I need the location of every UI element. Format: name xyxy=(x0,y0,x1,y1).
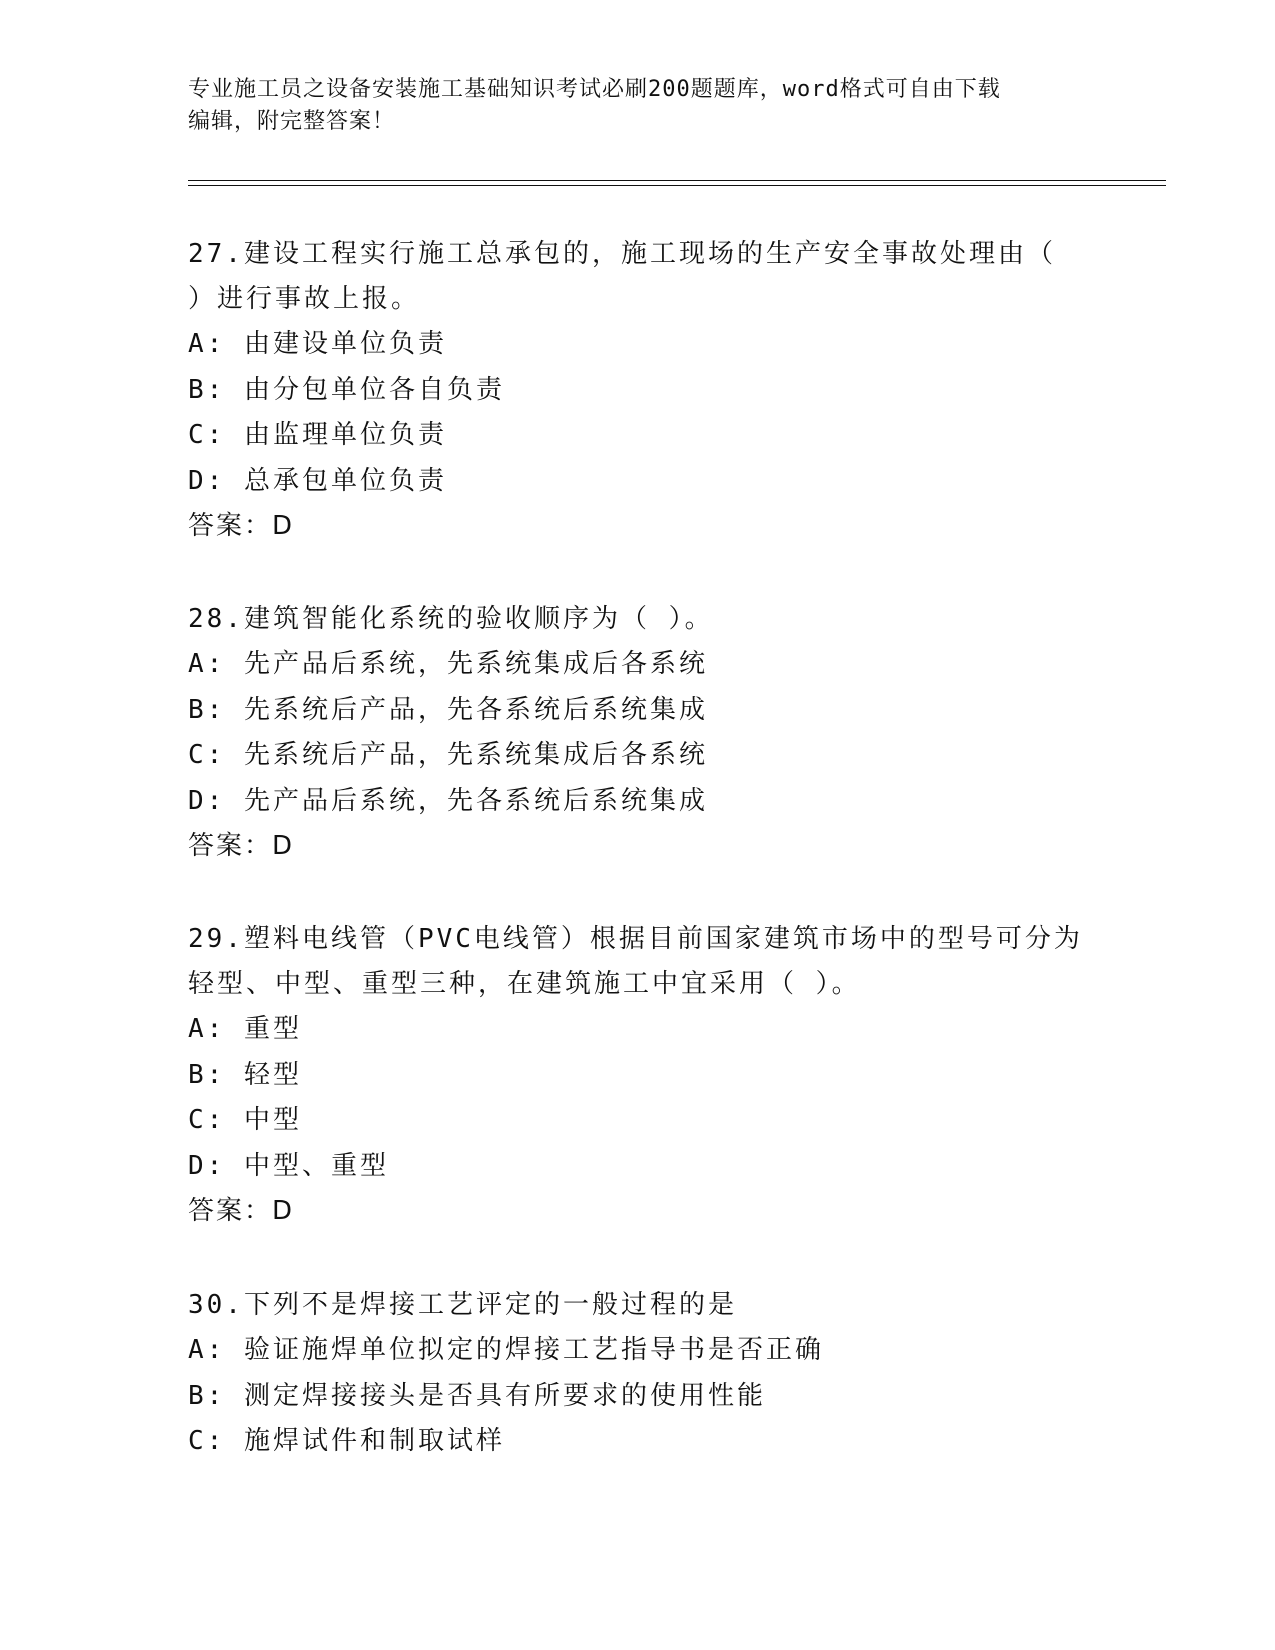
answer: 答案：D xyxy=(188,831,295,861)
question-stem: 30.下列不是焊接工艺评定的一般过程的是 xyxy=(188,1290,737,1320)
option-a: A: 先产品后系统，先系统集成后各系统 xyxy=(188,649,708,679)
option-b: B: 由分包单位各自负责 xyxy=(188,374,505,405)
question-28 xyxy=(188,597,1088,869)
option-c: C: 中型 xyxy=(188,1105,302,1135)
question-stem: 27.建设工程实行施工总承包的，施工现场的生产安全事故处理由（ xyxy=(188,239,1056,269)
question-stem: 28.建筑智能化系统的验收顺序为（ ）。 xyxy=(188,604,714,634)
header-line-1: 专业施工员之设备安装施工基础知识考试必刷200题题库，word格式可自由下载 xyxy=(188,77,1001,102)
option-a: A: 重型 xyxy=(188,1014,302,1044)
answer: 答案：D xyxy=(188,1196,295,1226)
option-c: C: 施焊试件和制取试样 xyxy=(188,1426,505,1456)
question-30 xyxy=(188,1283,1088,1465)
question-29 xyxy=(188,917,1088,1234)
document-header xyxy=(188,74,1088,138)
option-a: A: 验证施焊单位拟定的焊接工艺指导书是否正确 xyxy=(188,1335,824,1365)
question-27 xyxy=(188,232,1088,549)
option-b: B: 轻型 xyxy=(188,1059,302,1090)
option-b: B: 先系统后产品，先各系统后系统集成 xyxy=(188,694,708,725)
option-d: D: 先产品后系统，先各系统后系统集成 xyxy=(188,785,708,816)
question-stem-continued: ）进行事故上报。 xyxy=(188,284,421,314)
option-d: D: 总承包单位负责 xyxy=(188,465,447,496)
header-divider-top xyxy=(188,180,1166,181)
option-d: D: 中型、重型 xyxy=(188,1150,389,1181)
header-line-2: 编辑，附完整答案！ xyxy=(188,109,396,134)
option-a: A: 由建设单位负责 xyxy=(188,329,447,359)
header-divider-bottom xyxy=(188,185,1166,186)
answer: 答案：D xyxy=(188,511,295,541)
option-c: C: 先系统后产品，先系统集成后各系统 xyxy=(188,740,708,770)
question-stem-continued: 轻型、中型、重型三种，在建筑施工中宜采用（ ）。 xyxy=(188,969,861,999)
option-b: B: 测定焊接接头是否具有所要求的使用性能 xyxy=(188,1380,766,1411)
question-stem: 29.塑料电线管（PVC电线管）根据目前国家建筑市场中的型号可分为 xyxy=(188,924,1083,954)
option-c: C: 由监理单位负责 xyxy=(188,420,447,450)
